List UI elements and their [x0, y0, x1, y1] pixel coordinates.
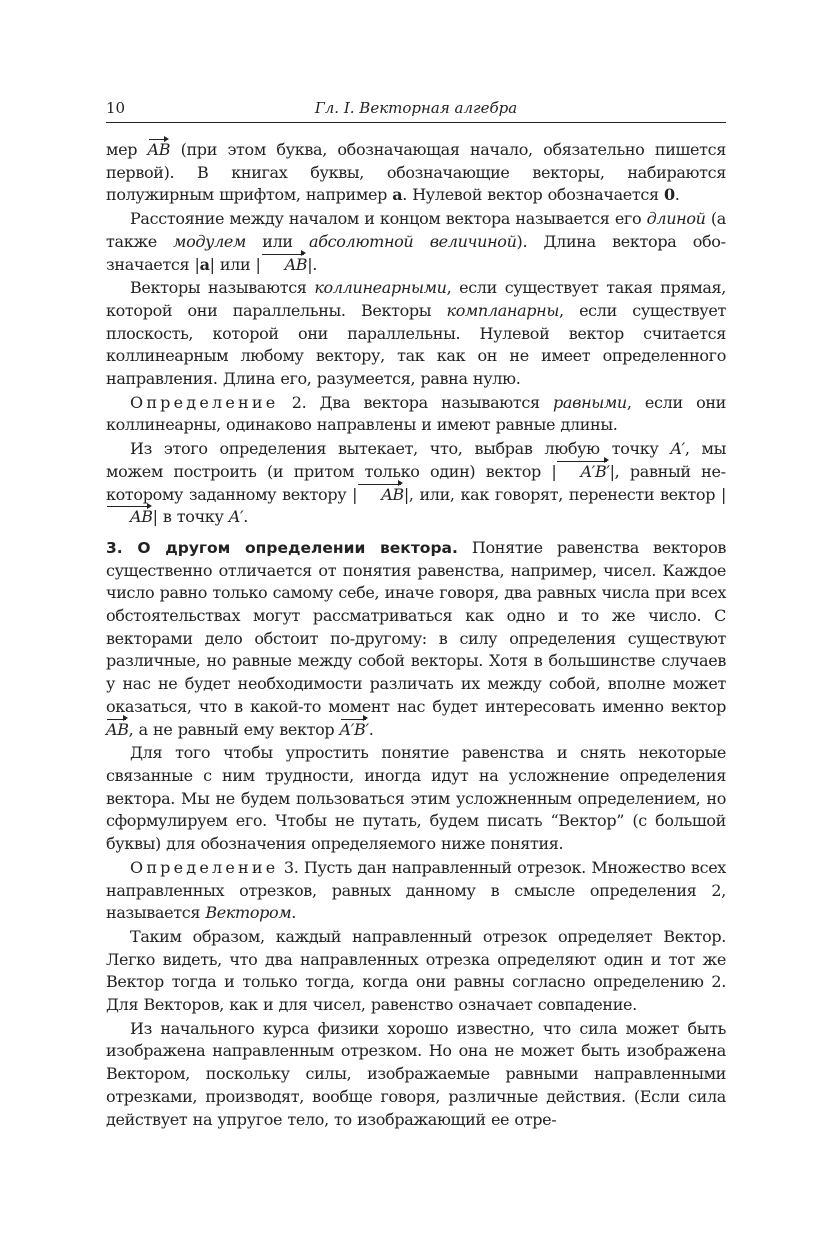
- vector-apbp: A′B′: [340, 719, 369, 742]
- paragraph-physics: Из начального курса физики хорошо известно, что сила может быть изображена направленным отрезком. Но она не может быть изображена Вектором, поскольку силы, изображаемые равными направленными отрезками, производят, вообще говоря, различные действия. (Если сила действует на упругое тело, то изображающий ее отре-: [106, 1018, 726, 1129]
- term-absolute-value: абсолютной величиной: [309, 231, 517, 251]
- paragraph-length: Расстояние между началом и концом вектора называется его длиной (а также модулем или абсолютной величиной). Длина вектора обозначается |a| или | AB|.: [106, 208, 726, 276]
- running-header: [106, 96, 726, 123]
- vector-ab: AB: [261, 254, 308, 277]
- definition-label: Определение: [130, 857, 279, 877]
- paragraph-transfer: Из этого определения вытекает, что, выбрав любую точку A′, мы можем построить (и притом только один) вектор | A′B′|, равный некоторому заданному вектору | AB|, или, как говорят, перенести вектор |AB| в точку A′.: [106, 438, 726, 529]
- section-3: 3. О другом определении вектора. Понятие равенства векторов существенно отличается от понятия равенства, например, чисел. Каждое число равно только самому себе, иначе говоря, два равных числа при всех обстоятельствах могут рассматриваться как одно и то же число. С векторами дело обстоит по-другому: в силу определения существуют различные, но равные между собой векторы. Хотя в большинстве случаев у нас не будет необходимости различать их между собой, вполне может оказаться, что в какой-то момент нас будет интересовать именно вектор AB, а не равный ему вектор A′B′.: [106, 537, 726, 741]
- vector-ab: AB: [106, 719, 129, 742]
- term-vector: Вектором: [205, 903, 292, 923]
- term-collinear: коллинеарными: [314, 278, 447, 298]
- vector-ab: AB: [357, 484, 404, 507]
- vector-ab: AB: [106, 506, 153, 529]
- paragraph-continued: мер AB (при этом буква, обозначающая начало, обязательно пишется первой). В книгах буквы, обозначающие векторы, набираются полужирным шрифтом, например a. Нулевой вектор обозначается 0.: [106, 140, 727, 205]
- paragraph-simplify: Для того чтобы упростить понятие равенства и снять некоторые связанные с ним трудности, иногда идут на усложнение определения вектора. Мы не будем пользоваться этим усложненным определением, но сформулируем его. Чтобы не путать, будем писать “Вектор” (с большой буквы) для обозначения определяемого ниже понятия.: [106, 743, 726, 854]
- paragraph-consequence: Таким образом, каждый направленный отрезок определяет Вектор. Легко видеть, что два направленных отрезка определяют один и тот же Вектор тогда и только тогда, когда они равны согласно определению 2. Для Векторов, как и для чисел, равенство означает совпадение.: [106, 926, 726, 1015]
- definition-3: Определение 3. Пусть дан направленный отрезок. Множество всех направленных отрезков, равных данному в смысле определения 2, называется Вектором.: [106, 857, 726, 923]
- term-coplanar: компланарны: [446, 300, 560, 320]
- page-number: 10: [106, 99, 126, 117]
- definition-label: Определение: [130, 392, 279, 412]
- vector-apbp: A′B′: [556, 461, 609, 484]
- running-title: Гл. I. Векторная алгебра: [314, 99, 518, 117]
- term-length: длиной: [646, 209, 706, 229]
- term-modulus: модулем: [173, 231, 246, 251]
- book-page: [106, 96, 726, 1131]
- term-equal: равными: [553, 392, 627, 412]
- page-body: [106, 139, 726, 1131]
- bold-zero-vector: 0: [664, 185, 675, 205]
- paragraph-collinear: Векторы называются коллинеарными, если существует такая прямая, которой они параллельны. Векторы компланарны, если существует плоскость, которой они параллельны. Нулевой вектор считается коллинеарным любому вектору, так как он не имеет определенного направления. Длина его, разумеется, равна нулю.: [106, 278, 726, 389]
- section-heading: 3. О другом определении вектора.: [106, 538, 458, 557]
- bold-vector-a: a: [392, 185, 403, 205]
- vector-ab: AB: [148, 139, 171, 162]
- definition-2: Определение 2. Два вектора называются равными, если они коллинеарны, одинаково направлены и имеют равные длины.: [106, 392, 726, 435]
